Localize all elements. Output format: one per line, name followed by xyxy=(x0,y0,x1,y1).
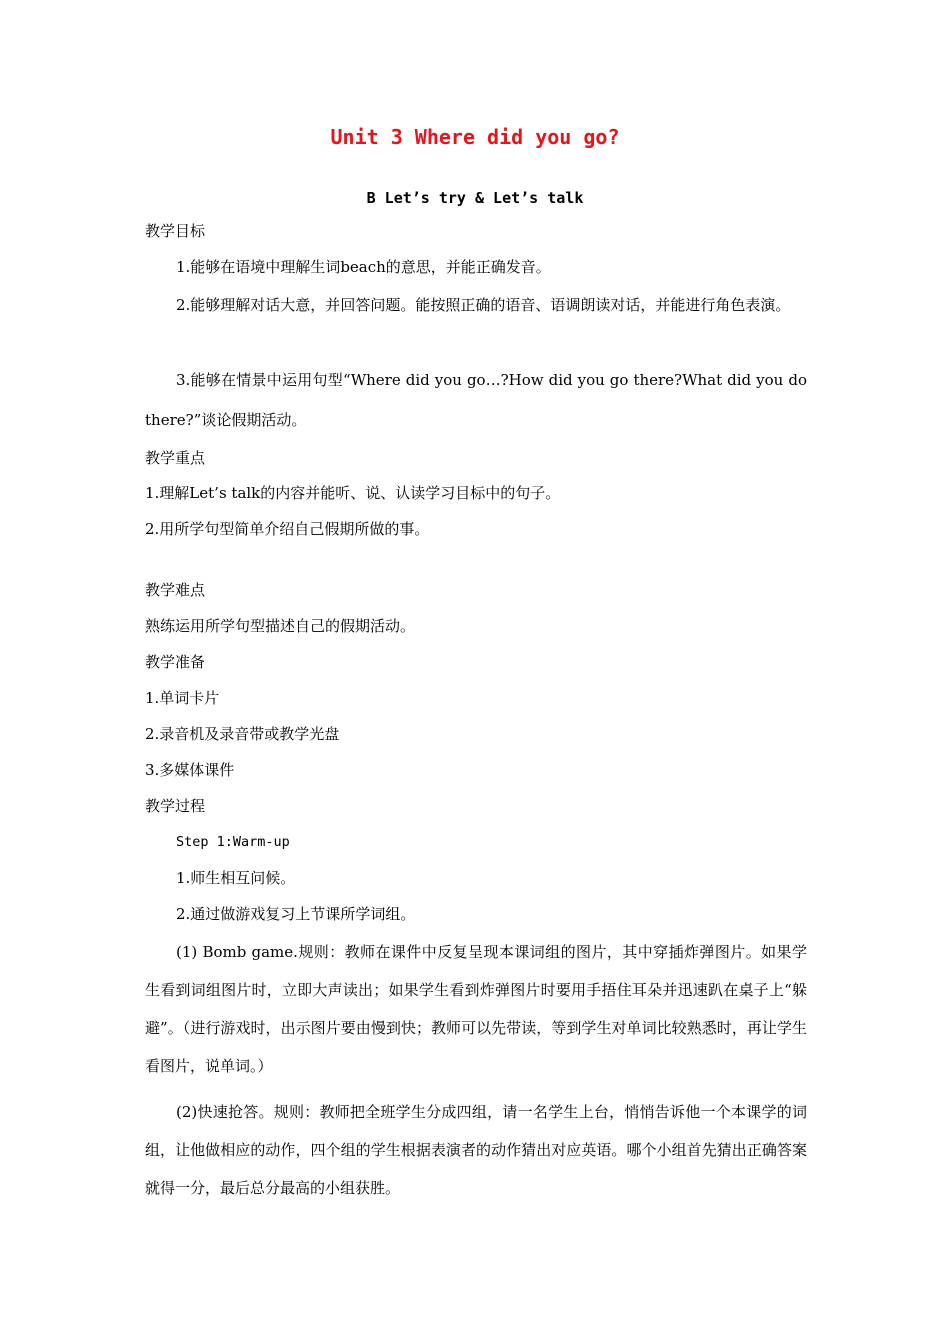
process-step-1: Step 1:Warm-up xyxy=(176,834,290,850)
objectives-heading: 教学目标 xyxy=(145,222,206,240)
key-point-item-2: 2.用所学句型简单介绍自己假期所做的事。 xyxy=(145,520,430,538)
objective-item-3: 3.能够在情景中运用句型“Where did you go…?How did you go there?What did you do there?”谈论假期活动。 xyxy=(145,371,807,429)
preparation-item-3: 3.多媒体课件 xyxy=(145,761,235,779)
preparation-item-2: 2.录音机及录音带或教学光盘 xyxy=(145,725,340,743)
objective-item-1: 1.能够在语境中理解生词beach的意思，并能正确发音。 xyxy=(176,258,551,276)
difficulty-item-1: 熟练运用所学句型描述自己的假期活动。 xyxy=(145,617,416,635)
process-item-bomb-game: (1) Bomb game.规则：教师在课件中反复呈现本课词组的图片，其中穿插炸弹图片。如果学生看到词组图片时，立即大声读出；如果学生看到炸弹图片时要用手捂住耳朵并迅速趴在桌子上“躲避”。（进行游戏时，出示图片要由慢到快；教师可以先带读，等到学生对单词比较熟悉时，再让学生看图片，说单词。） xyxy=(145,943,807,1075)
preparation-item-1: 1.单词卡片 xyxy=(145,689,220,707)
process-item-2: 2.通过做游戏复习上节课所学词组。 xyxy=(176,905,416,923)
document-subtitle: B Let’s try & Let’s talk xyxy=(366,189,584,207)
process-heading: 教学过程 xyxy=(145,797,206,815)
process-item-1: 1.师生相互问候。 xyxy=(176,869,296,887)
key-point-item-1: 1.理解Let’s talk的内容并能听、说、认读学习目标中的句子。 xyxy=(145,484,561,502)
key-points-heading: 教学重点 xyxy=(145,449,206,467)
objective-item-2: 2.能够理解对话大意，并回答问题。能按照正确的语音、语调朗读对话，并能进行角色表演。 xyxy=(176,296,791,314)
document-title: Unit 3 Where did you go? xyxy=(330,125,620,149)
difficulties-heading: 教学难点 xyxy=(145,581,206,599)
preparation-heading: 教学准备 xyxy=(145,653,206,671)
process-item-quick-answer: (2)快速抢答。规则：教师把全班学生分成四组，请一名学生上台，悄悄告诉他一个本课学的词组，让他做相应的动作，四个组的学生根据表演者的动作猜出对应英语。哪个小组首先猜出正确答案就得一分，最后总分最高的小组获胜。 xyxy=(145,1103,807,1197)
